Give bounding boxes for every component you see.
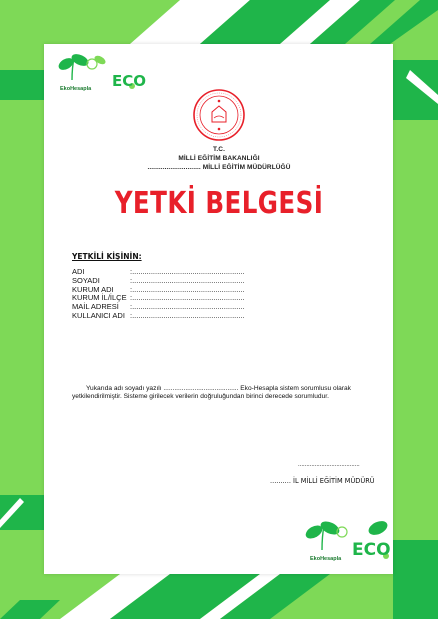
brand-name-top: EkoHesapla xyxy=(60,86,92,92)
document-title: YETKİ BELGESİ xyxy=(114,186,324,221)
field-blank: :...................................................... xyxy=(130,276,245,285)
field-blank: :...................................................... xyxy=(130,302,245,311)
ministry-seal-icon xyxy=(192,88,246,142)
section-heading: YETKİLİ KİŞİNİN: xyxy=(72,252,142,261)
eco-mark-top: ECO xyxy=(112,72,147,90)
signature-line: ..................................... xyxy=(298,462,360,468)
brand-name-bottom: EkoHesapla xyxy=(310,556,342,562)
field-label: MAİL ADRESİ xyxy=(72,302,119,311)
field-blank: :...................................................... xyxy=(130,267,245,276)
field-row xyxy=(72,277,245,285)
header-ministry: MİLLİ EĞİTİM BAKANLIĞI xyxy=(178,155,260,162)
field-row xyxy=(72,268,245,276)
field-row xyxy=(72,312,245,320)
field-label: SOYADI xyxy=(72,276,100,285)
ekohesapla-logo-top xyxy=(54,50,146,100)
field-label: KULLANICI ADI xyxy=(72,311,125,320)
ekohesapla-logo-bottom xyxy=(300,518,396,570)
field-row xyxy=(72,294,245,302)
statement-line-1: Yukarıda adı soyadı yazılı ......................................... Eko-Hesapla sistem sorumlusu olarak xyxy=(86,385,351,392)
field-blank: :...................................................... xyxy=(130,293,245,302)
field-label: KURUM İL/İLÇE xyxy=(72,293,127,302)
field-blank: :...................................................... xyxy=(130,285,245,294)
field-blank: :...................................................... xyxy=(130,311,245,320)
signature-title: .......... İL MİLLİ EĞİTİM MÜDÜRÜ xyxy=(270,477,375,485)
header-country: T.C. xyxy=(213,146,225,153)
field-label: ADI xyxy=(72,267,85,276)
field-row xyxy=(72,303,245,311)
header-directorate: ............................ MİLLİ EĞİTİM MÜDÜRLÜĞÜ xyxy=(147,164,291,171)
eco-mark-bottom: ECO xyxy=(352,540,391,560)
statement-line-2: yetkilendirilmiştir. Sisteme girilecek verilerin doğruluğundan birinci derecede sorumludur. xyxy=(72,393,329,400)
field-label: KURUM ADI xyxy=(72,285,114,294)
